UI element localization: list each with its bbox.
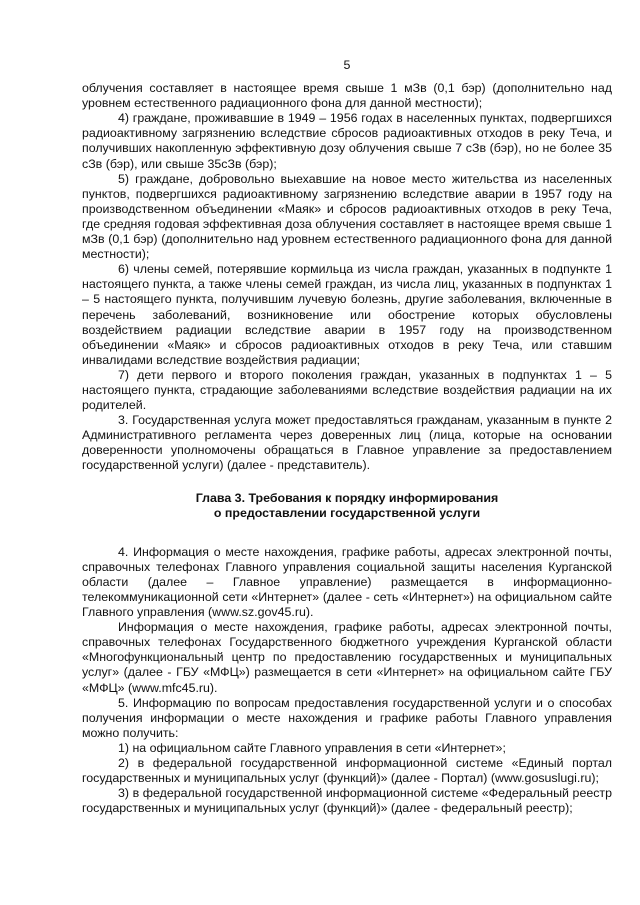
paragraph: 6) члены семей, потерявшие кормильца из числа граждан, указанных в подпункте 1 настоящего пункта, а также члены семей граждан, из числа лиц, указанных в подпунктах 1 – 5 настоящего пункта, получившим лучевую болезнь, другие заболевания, включенные в перечень заболеваний, возникновение или обострение которых обусловлены воздействием радиации вследствие аварии в 1957 году на производственном объединении «Маяк» и сбросов радиоактивных отходов в реку Теча, или ставшим инвалидами вследствие воздействия радиации; [82, 262, 612, 367]
paragraph: 4. Информация о месте нахождения, графике работы, адресах электронной почты, справочных телефонах Главного управления социальной защиты населения Курганской области (далее – Главное управление) размещается в информационно-телекоммуникационной сети «Интернет» (далее - сеть «Интернет») на официальном сайте Главного управления (www.sz.gov45.ru). [82, 544, 612, 620]
paragraph: облучения составляет в настоящее время свыше 1 мЗв (0,1 бэр) (дополнительно над уровнем естественного радиационного фона для данной местности); [82, 81, 612, 111]
paragraph: 1) на официальном сайте Главного управления в сети «Интернет»; [118, 740, 506, 755]
paragraph: 3. Государственная услуга может предоставляться гражданам, указанным в пункте 2 Административного регламента через доверенных лиц (лица, которые на основании доверенности уполномочены обращаться в Главное управление за предоставлением государственной услуги) (далее - представитель). [82, 413, 612, 473]
paragraph: 7) дети первого и второго поколения граждан, указанных в подпунктах 1 – 5 настоящего пункта, страдающие заболеваниями вследствие воздействия радиации на их родителей. [82, 367, 612, 413]
paragraph: 4) граждане, проживавшие в 1949 – 1956 годах в населенных пунктах, подвергшихся радиоактивному загрязнению вследствие сбросов радиоактивных отходов в реку Теча, и получивших накопленную эффективную дозу облучения свыше 7 сЗв (бэр), но не более 35 сЗв (бэр), или свыше 35сЗв (бэр); [82, 111, 612, 171]
chapter-heading [82, 491, 612, 521]
paragraph: 3) в федеральной государственной информационной системе «Федеральный реестр государственных и муниципальных услуг (функций)» (далее - федеральный реестр); [82, 786, 612, 816]
chapter-heading-line: Глава 3. Требования к порядку информирования [195, 490, 499, 505]
paragraph: 2) в федеральной государственной информационной системе «Единый портал государственных и муниципальных услуг (функций)» (далее - Портал) (www.gosuslugi.ru); [82, 756, 612, 786]
paragraph: 5) граждане, добровольно выехавшие на новое место жительства из населенных пунктов, подвергшихся радиоактивному загрязнению вследствие аварии в 1957 году на производственном объединении «Маяк» и сбросов радиоактивных отходов в реку Теча, где средняя годовая эффективная доза облучения составляет в настоящее время свыше 1 мЗв (0,1 бэр) (дополнительно над уровнем естественного радиационного фона для данной местности); [82, 171, 612, 262]
paragraph: 5. Информацию по вопросам предоставления государственной услуги и о способах получения информации о месте нахождения и графике работы Главного управления можно получить: [82, 695, 612, 740]
chapter-heading-line: о предоставлении государственной услуги [213, 505, 481, 520]
paragraph: Информация о месте нахождения, графике работы, адресах электронной почты, справочных телефонах Государственного бюджетного учреждения Курганской области «Многофункциональный центр по предоставлению государственных и муниципальных услуг» (далее - ГБУ «МФЦ») размещается в сети «Интернет» на официальном сайте ГБУ «МФЦ» (www.mfc45.ru). [82, 620, 612, 695]
page-number: 5 [343, 58, 351, 72]
document-page [82, 58, 612, 816]
